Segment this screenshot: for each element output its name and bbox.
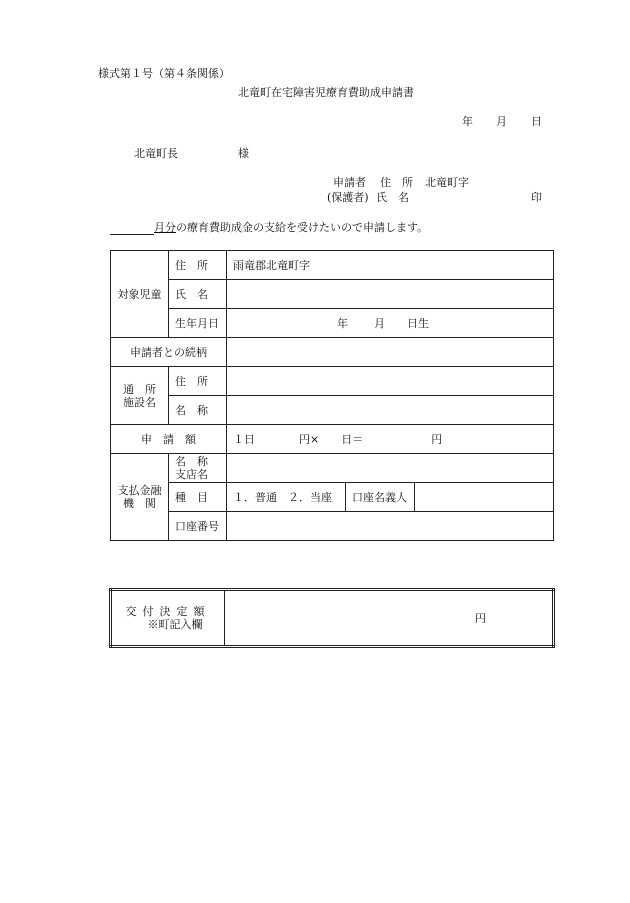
form-number: 様式第１号（第４条関係） [98,67,230,80]
page-title: 北竜町在宅障害児療育費助成申請書 [238,86,414,99]
decision-note: ※町記入欄 [147,618,203,631]
facility-group-line-1: 通 所 [123,382,156,396]
decision-label: 交付決定額 [125,605,211,618]
child-name-field[interactable] [227,280,554,309]
facility-name-label: 名 称 [169,396,227,425]
decision-label-cell [111,590,225,647]
application-table [110,250,554,541]
statement-text: の療育費助成金の支給を受けたいので申請します。 [176,221,429,234]
bank-type-label: 種 目 [169,483,227,512]
child-name-label: 氏 名 [169,280,227,309]
bank-name-label [169,454,227,483]
applicant-role-label: 申請者 [333,176,366,189]
month-unit: 月分 [154,221,176,234]
child-group-label: 対象児童 [111,251,169,338]
decision-box [109,588,555,648]
bank-holder-field[interactable] [415,483,554,512]
child-address-field[interactable]: 雨竜郡北竜町字 [227,251,554,280]
child-address-label: 住 所 [169,251,227,280]
bank-group-line-1: 支払金融 [117,484,162,497]
bank-holder-label: 口座名義人 [346,483,415,512]
amount-yen: 円 [431,432,443,446]
bank-group-label [111,454,169,541]
birthdate-month: 月 [374,316,385,330]
seal-mark: 印 [531,191,542,204]
date-year-label: 年 [462,115,473,128]
month-blank[interactable] [110,222,154,235]
facility-name-field[interactable] [227,396,554,425]
facility-group-line-2: 施設名 [123,395,156,409]
decision-yen: 円 [475,611,486,625]
bank-account-field[interactable] [227,512,554,541]
amount-label: 申 請 額 [111,425,227,454]
bank-group-line-2: 機 関 [123,497,156,510]
amount-days-eq: 日＝ [341,432,364,446]
birthdate-day: 日生 [407,316,429,330]
birthdate-year: 年 [337,316,348,330]
date-month-label: 月 [496,115,507,128]
amount-per-day: １日 [233,432,255,446]
facility-address-field[interactable] [227,367,554,396]
bank-account-label: 口座番号 [169,512,227,541]
bank-name-label-1: 名 称 [175,455,208,468]
amount-field[interactable] [227,425,554,454]
bank-type-options[interactable]: １．普通 ２．当座 [227,483,346,512]
facility-address-label: 住 所 [169,367,227,396]
decision-amount-field[interactable] [225,590,554,647]
bank-name-label-2: 支店名 [175,468,208,481]
bank-name-field[interactable] [227,454,554,483]
relation-field[interactable] [227,338,554,367]
statement-line [110,221,428,235]
date-day-label: 日 [531,115,542,128]
facility-group-label [111,367,169,425]
addressee-name: 北竜町長 [134,147,178,160]
birthdate-label: 生年月日 [169,309,227,338]
birthdate-field[interactable] [227,309,554,338]
addressee-honorific: 様 [238,147,249,160]
applicant-guardian-label: (保護者) [327,191,369,204]
applicant-address-value: 北竜町字 [425,176,469,189]
applicant-address-label: 住 所 [380,176,413,189]
applicant-name-label: 氏 名 [376,191,409,204]
amount-yen-times: 円× [299,432,320,446]
relation-label: 申請者との続柄 [111,338,227,367]
